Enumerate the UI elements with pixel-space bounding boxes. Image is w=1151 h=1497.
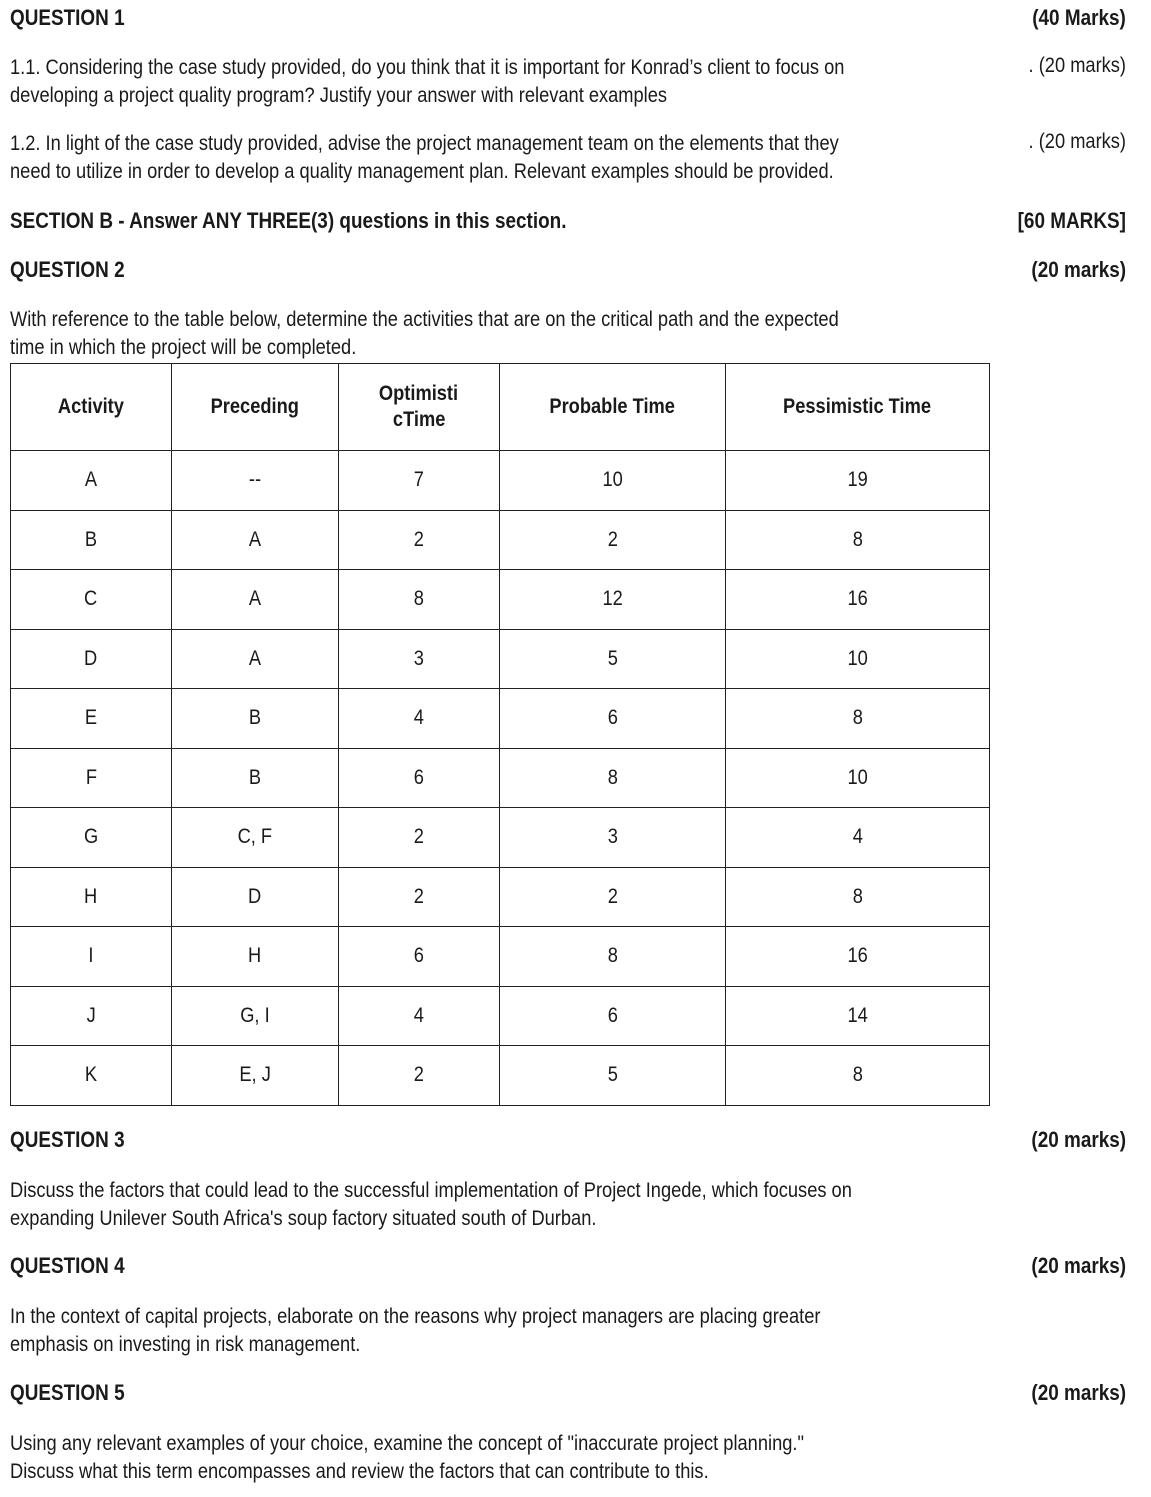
q2-marks: (20 marks) bbox=[1031, 257, 1126, 282]
section-b-header bbox=[10, 208, 1126, 236]
cell-activity: G bbox=[11, 808, 172, 868]
cell-pessimistic: 10 bbox=[726, 629, 990, 689]
q5-line2: Discuss what this term encompasses and review the factors that can contribute to this. bbox=[10, 1460, 709, 1483]
cell-preceding: A bbox=[172, 629, 339, 689]
q1-1-line1: 1.1. Considering the case study provided, do you think that it is important for Konrad’s client to focus on bbox=[10, 56, 845, 79]
cell-optimistic: 4 bbox=[339, 689, 500, 749]
cell-preceding: A bbox=[172, 510, 339, 570]
q3-text bbox=[10, 1177, 1126, 1233]
cell-preceding: E, J bbox=[172, 1046, 339, 1106]
cell-preceding: H bbox=[172, 927, 339, 987]
section-b-title: SECTION B - Answer ANY THREE(3) questions in this section. bbox=[10, 208, 567, 233]
cell-probable: 6 bbox=[500, 986, 726, 1046]
cell-activity: F bbox=[11, 748, 172, 808]
cell-pessimistic: 8 bbox=[726, 867, 990, 927]
cell-probable: 6 bbox=[500, 689, 726, 749]
q2-line1: With reference to the table below, determine the activities that are on the critical path and the expected bbox=[10, 308, 839, 331]
q1-1-marks: . (20 marks) bbox=[1028, 54, 1126, 77]
cell-optimistic: 2 bbox=[339, 867, 500, 927]
q4-line2: emphasis on investing in risk management. bbox=[10, 1333, 361, 1356]
cell-pessimistic: 4 bbox=[726, 808, 990, 868]
q3-title: QUESTION 3 bbox=[10, 1127, 125, 1152]
table-row bbox=[11, 689, 990, 749]
cell-preceding: D bbox=[172, 867, 339, 927]
q1-marks: (40 Marks) bbox=[1032, 5, 1126, 30]
table-row bbox=[11, 451, 990, 511]
table-row bbox=[11, 748, 990, 808]
cell-probable: 5 bbox=[500, 629, 726, 689]
cell-preceding: A bbox=[172, 570, 339, 630]
q3-line1: Discuss the factors that could lead to the successful implementation of Project Ingede, which focuses on bbox=[10, 1179, 852, 1202]
q4-line1: In the context of capital projects, elaborate on the reasons why project managers are placing greater bbox=[10, 1305, 821, 1328]
q5-marks: (20 marks) bbox=[1031, 1380, 1126, 1405]
q1-2-line2: need to utilize in order to develop a quality management plan. Relevant examples should be provided. bbox=[10, 160, 834, 183]
cell-probable: 2 bbox=[500, 510, 726, 570]
q1-1-line2: developing a project quality program? Justify your answer with relevant examples bbox=[10, 84, 668, 107]
table-row bbox=[11, 927, 990, 987]
table-row bbox=[11, 510, 990, 570]
q5-line1: Using any relevant examples of your choice, examine the concept of "inaccurate project planning." bbox=[10, 1432, 804, 1455]
cell-optimistic: 2 bbox=[339, 808, 500, 868]
q4-header bbox=[10, 1253, 1126, 1281]
cell-pessimistic: 8 bbox=[726, 689, 990, 749]
cell-preceding: B bbox=[172, 689, 339, 749]
q1-header bbox=[10, 5, 1126, 33]
section-b-marks: [60 MARKS] bbox=[1017, 208, 1126, 233]
q3-line2: expanding Unilever South Africa's soup factory situated south of Durban. bbox=[10, 1207, 597, 1230]
table-row bbox=[11, 867, 990, 927]
cell-probable: 8 bbox=[500, 748, 726, 808]
cell-preceding: C, F bbox=[172, 808, 339, 868]
q5-title: QUESTION 5 bbox=[10, 1380, 125, 1405]
table-row bbox=[11, 808, 990, 868]
q3-marks: (20 marks) bbox=[1031, 1127, 1126, 1152]
cell-activity: C bbox=[11, 570, 172, 630]
q4-marks: (20 marks) bbox=[1031, 1253, 1126, 1278]
activity-table bbox=[10, 363, 990, 1106]
cell-probable: 12 bbox=[500, 570, 726, 630]
table-header-row bbox=[11, 364, 990, 451]
q2-text bbox=[10, 306, 1126, 362]
q4-text bbox=[10, 1303, 1126, 1359]
cell-preceding: G, I bbox=[172, 986, 339, 1046]
cell-optimistic: 6 bbox=[339, 748, 500, 808]
cell-optimistic: 4 bbox=[339, 986, 500, 1046]
cell-probable: 2 bbox=[500, 867, 726, 927]
q1-title: QUESTION 1 bbox=[10, 5, 125, 30]
q1-2-line1: 1.2. In light of the case study provided, advise the project management team on the elements that they bbox=[10, 132, 839, 155]
cell-activity: A bbox=[11, 451, 172, 511]
cell-pessimistic: 16 bbox=[726, 927, 990, 987]
cell-optimistic: 6 bbox=[339, 927, 500, 987]
q1-1-item bbox=[10, 54, 1126, 110]
header-pessimistic-time: Pessimistic Time bbox=[726, 364, 990, 451]
cell-probable: 10 bbox=[500, 451, 726, 511]
cell-pessimistic: 14 bbox=[726, 986, 990, 1046]
cell-pessimistic: 8 bbox=[726, 1046, 990, 1106]
cell-pessimistic: 8 bbox=[726, 510, 990, 570]
cell-activity: E bbox=[11, 689, 172, 749]
q3-header bbox=[10, 1127, 1126, 1155]
cell-probable: 5 bbox=[500, 1046, 726, 1106]
cell-activity: D bbox=[11, 629, 172, 689]
q2-title: QUESTION 2 bbox=[10, 257, 125, 282]
table-row bbox=[11, 1046, 990, 1106]
q2-line2: time in which the project will be completed. bbox=[10, 336, 357, 359]
cell-probable: 3 bbox=[500, 808, 726, 868]
q2-header bbox=[10, 257, 1126, 285]
q1-2-marks: . (20 marks) bbox=[1028, 130, 1126, 153]
cell-activity: J bbox=[11, 986, 172, 1046]
header-activity: Activity bbox=[11, 364, 172, 451]
q4-title: QUESTION 4 bbox=[10, 1253, 125, 1278]
header-optimistic-time: Optimisti cTime bbox=[339, 364, 500, 451]
cell-pessimistic: 10 bbox=[726, 748, 990, 808]
cell-activity: H bbox=[11, 867, 172, 927]
header-probable-time: Probable Time bbox=[500, 364, 726, 451]
cell-probable: 8 bbox=[500, 927, 726, 987]
cell-activity: K bbox=[11, 1046, 172, 1106]
cell-pessimistic: 19 bbox=[726, 451, 990, 511]
q5-header bbox=[10, 1380, 1126, 1408]
cell-optimistic: 2 bbox=[339, 510, 500, 570]
cell-optimistic: 2 bbox=[339, 1046, 500, 1106]
cell-optimistic: 3 bbox=[339, 629, 500, 689]
cell-preceding: B bbox=[172, 748, 339, 808]
cell-preceding: -- bbox=[172, 451, 339, 511]
cell-activity: B bbox=[11, 510, 172, 570]
q1-2-item bbox=[10, 130, 1126, 186]
cell-optimistic: 8 bbox=[339, 570, 500, 630]
table-row bbox=[11, 629, 990, 689]
header-preceding: Preceding bbox=[172, 364, 339, 451]
cell-optimistic: 7 bbox=[339, 451, 500, 511]
table-row bbox=[11, 986, 990, 1046]
cell-activity: I bbox=[11, 927, 172, 987]
cell-pessimistic: 16 bbox=[726, 570, 990, 630]
q5-text bbox=[10, 1430, 1126, 1486]
table-row bbox=[11, 570, 990, 630]
